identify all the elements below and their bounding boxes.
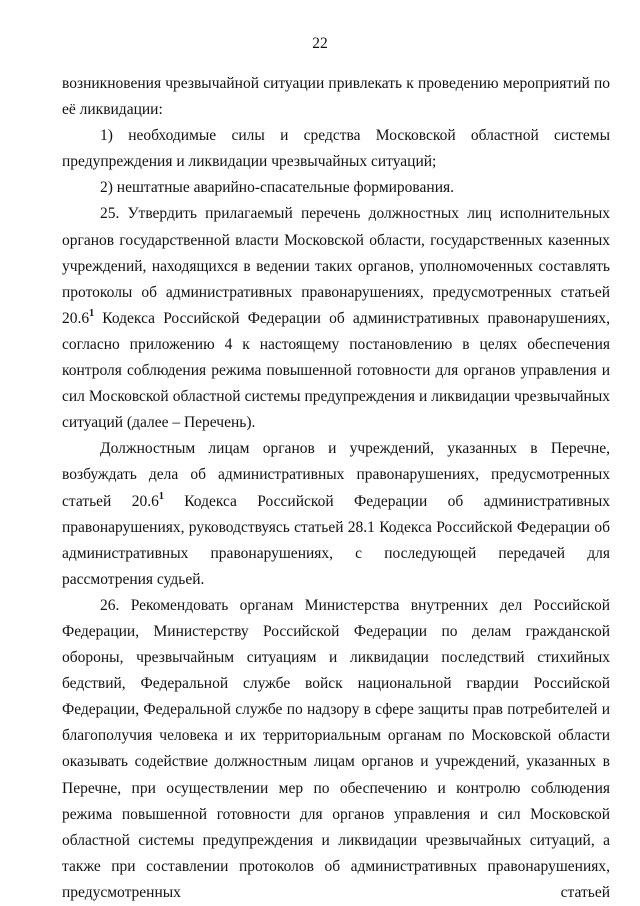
article-superscript: 1 — [89, 307, 95, 319]
paragraph-liquidation-intro: возникновения чрезвычайной ситуации привлекать к проведению мероприятий по её ликвидации: — [62, 75, 610, 119]
list-item-forces: 1) необходимые силы и средства Московской областной системы предупреждения и ликвидации чрезвычайных ситуаций; — [62, 127, 610, 171]
paragraph-item-25 — [62, 201, 610, 436]
paragraph-officials-text-continued: Кодекса Российской Федерации об административных правонарушениях, руководствуясь статьей 28.1 Кодекса Российской Федерации об административных правонарушениях, с последующей передачей для рассмотрения судьей. — [62, 492, 610, 588]
paragraph-item-25-text-continued: Кодекса Российской Федерации об административных правонарушениях, согласно приложению 4 к настоящему постановлению в целях обеспечения контроля соблюдения режима повышенной готовности для органов управления и сил Московской областной системы предупреждения и ликвидации чрезвычайных ситуаций (далее – Перечень). — [62, 309, 610, 432]
article-superscript: 1 — [158, 490, 164, 502]
document-body — [62, 71, 610, 906]
paragraph-item-25-text: 25. Утвердить прилагаемый перечень должностных лиц исполнительных органов государственной власти Московской области, государственных казенных учреждений, находящихся в ведении таких органов, уполномоченных составлять протоколы об административных правонарушениях, предусмотренных статьей 20.6 — [62, 205, 610, 327]
page-number: 22 — [312, 35, 328, 52]
paragraph-item-26: 26. Рекомендовать органам Министерства внутренних дел Российской Федерации, Министерству Российской Федерации по делам гражданской обороны, чрезвычайным ситуациям и ликвидации последствий стихийных бедствий, Федеральной службе войск национальной гвардии Российской Федерации, Федеральной службе по надзору в сфере защиты прав потребителей и благополучия человека и их территориальным органам по Московской области оказывать содействие должностным лицам органов и учреждений, указанных в Перечне, при осуществлении мер по обеспечению и контролю соблюдения режима повышенной готовности для органов управления и сил Московской областной системы предупреждения и ликвидации чрезвычайных ситуаций, а также при составлении протоколов об административных правонарушениях, предусмотренных статьей — [62, 596, 610, 901]
paragraph-officials-duties — [62, 436, 610, 593]
paragraph-officials-text: Должностным лицам органов и учреждений, указанных в Перечне, возбуждать дела об административных правонарушениях, предусмотренных статьей 20.6 — [62, 440, 610, 510]
list-item-rescue-units: 2) нештатные аварийно-спасательные формирования. — [100, 179, 455, 197]
